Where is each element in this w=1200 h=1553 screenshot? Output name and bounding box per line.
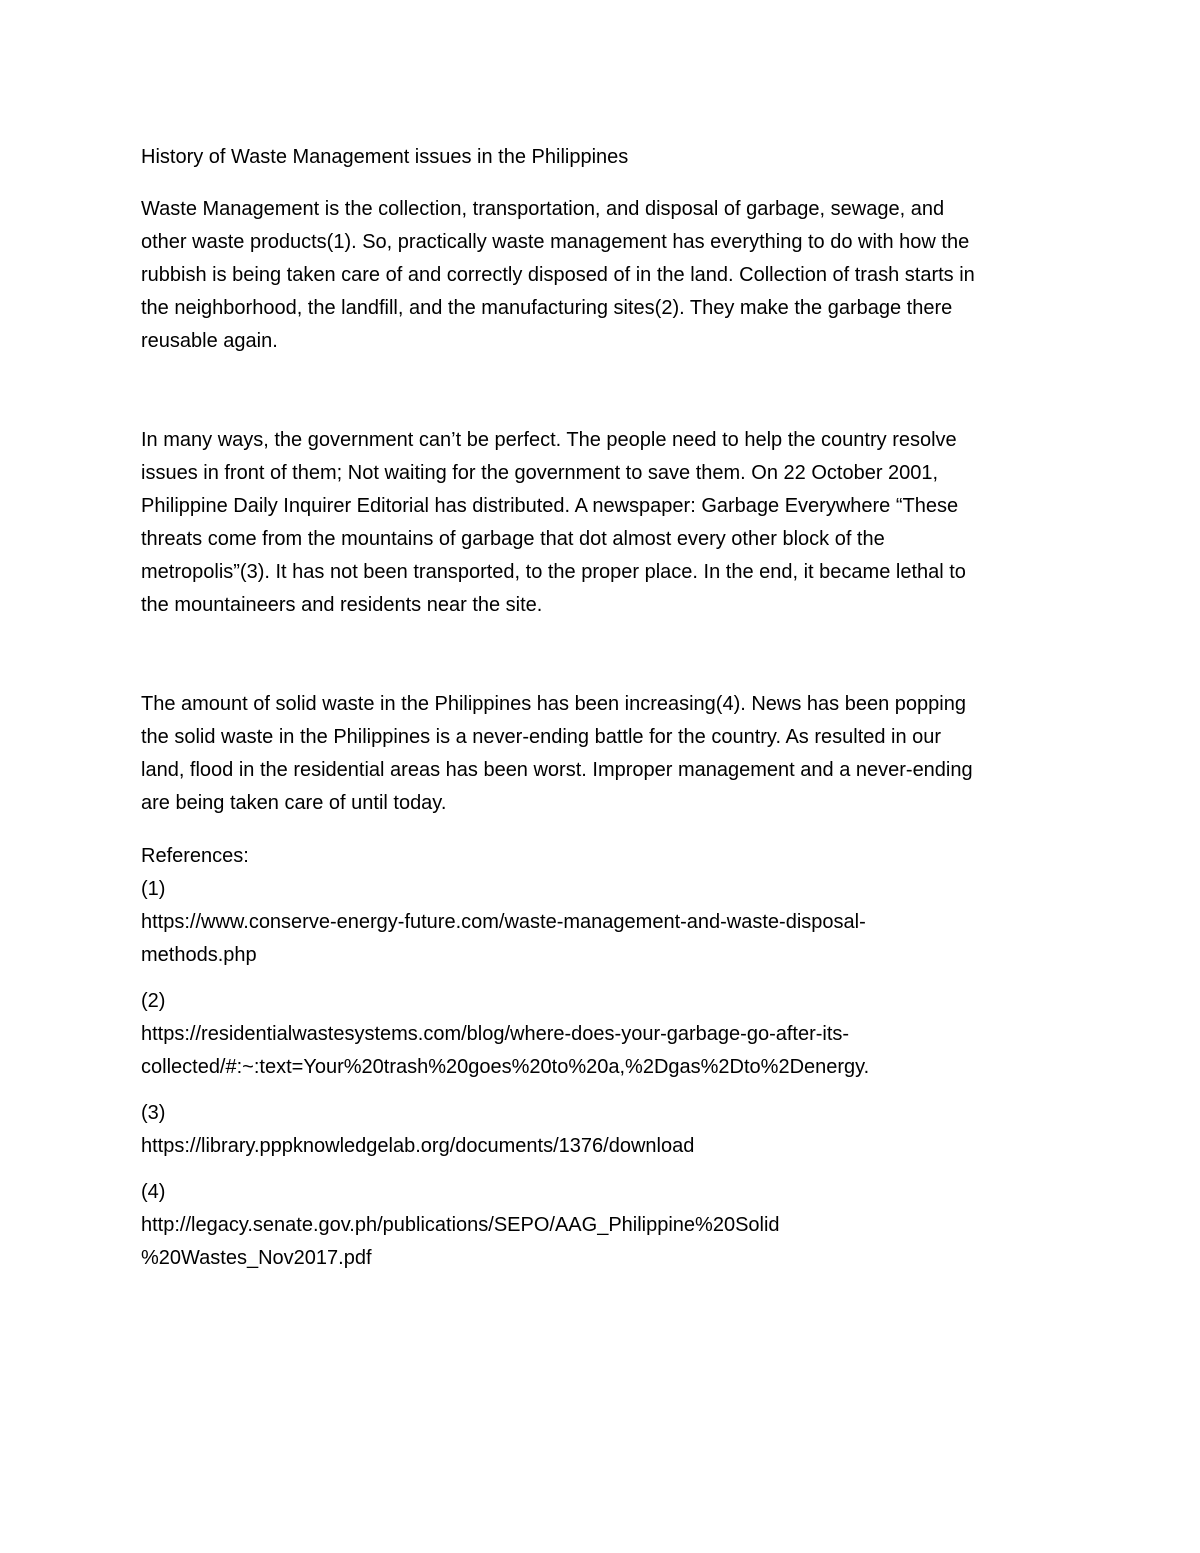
reference-item-1 [141,873,1061,972]
reference-number: (2) [141,990,166,1012]
reference-link[interactable]: https://www.conserve-energy-future.com/waste-management-and-waste-disposal- methods.php [141,911,866,966]
reference-link[interactable]: https://library.pppknowledgelab.org/documents/1376/download [141,1135,695,1157]
reference-link[interactable]: https://residentialwastesystems.com/blog/where-does-your-garbage-go-after-its- collected/#:~:text=Your%20trash%20goes%20to%20a,%2Dgas%2Dto%2Denergy. [141,1023,870,1078]
references-heading: References: [141,845,249,867]
paragraph-waste-management-definition: Waste Management is the collection, transportation, and disposal of garbage, sewage, and other waste products(1). So, practically waste management has everything to do with how the rubbish is being taken care of and correctly disposed of in the land. Collection of trash starts in the neighborhood, the landfill, and the manufacturing sites(2). They make the garbage there reusable again. [141,198,975,352]
paragraph-solid-waste-increase: The amount of solid waste in the Philippines has been increasing(4). News has been popping the solid waste in the Philippines is a never-ending battle for the country. As resulted in our land, flood in the residential areas has been worst. Improper management and a never-ending are being taken care of until today. [141,693,973,814]
reference-number: (1) [141,878,166,900]
paragraph-government-garbage: In many ways, the government can’t be perfect. The people need to help the country resolve issues in front of them; Not waiting for the government to save them. On 22 October 2001, Philippine Daily Inquirer Editorial has distributed. A newspaper: Garbage Everywhere “These threats come from the mountains of garbage that dot almost every other block of the metropolis”(3). It has not been transported, to the proper place. In the end, it became lethal to the mountaineers and residents near the site. [141,429,966,616]
reference-number: (4) [141,1181,166,1203]
document-body [141,141,1061,1288]
reference-link[interactable]: http://legacy.senate.gov.ph/publications/SEPO/AAG_Philippine%20Solid %20Wastes_Nov2017.pdf [141,1214,780,1269]
reference-number: (3) [141,1102,166,1124]
reference-item-4 [141,1176,1061,1275]
reference-item-2 [141,985,1061,1084]
document-title: History of Waste Management issues in the Philippines [141,146,629,168]
reference-item-3 [141,1097,1061,1163]
